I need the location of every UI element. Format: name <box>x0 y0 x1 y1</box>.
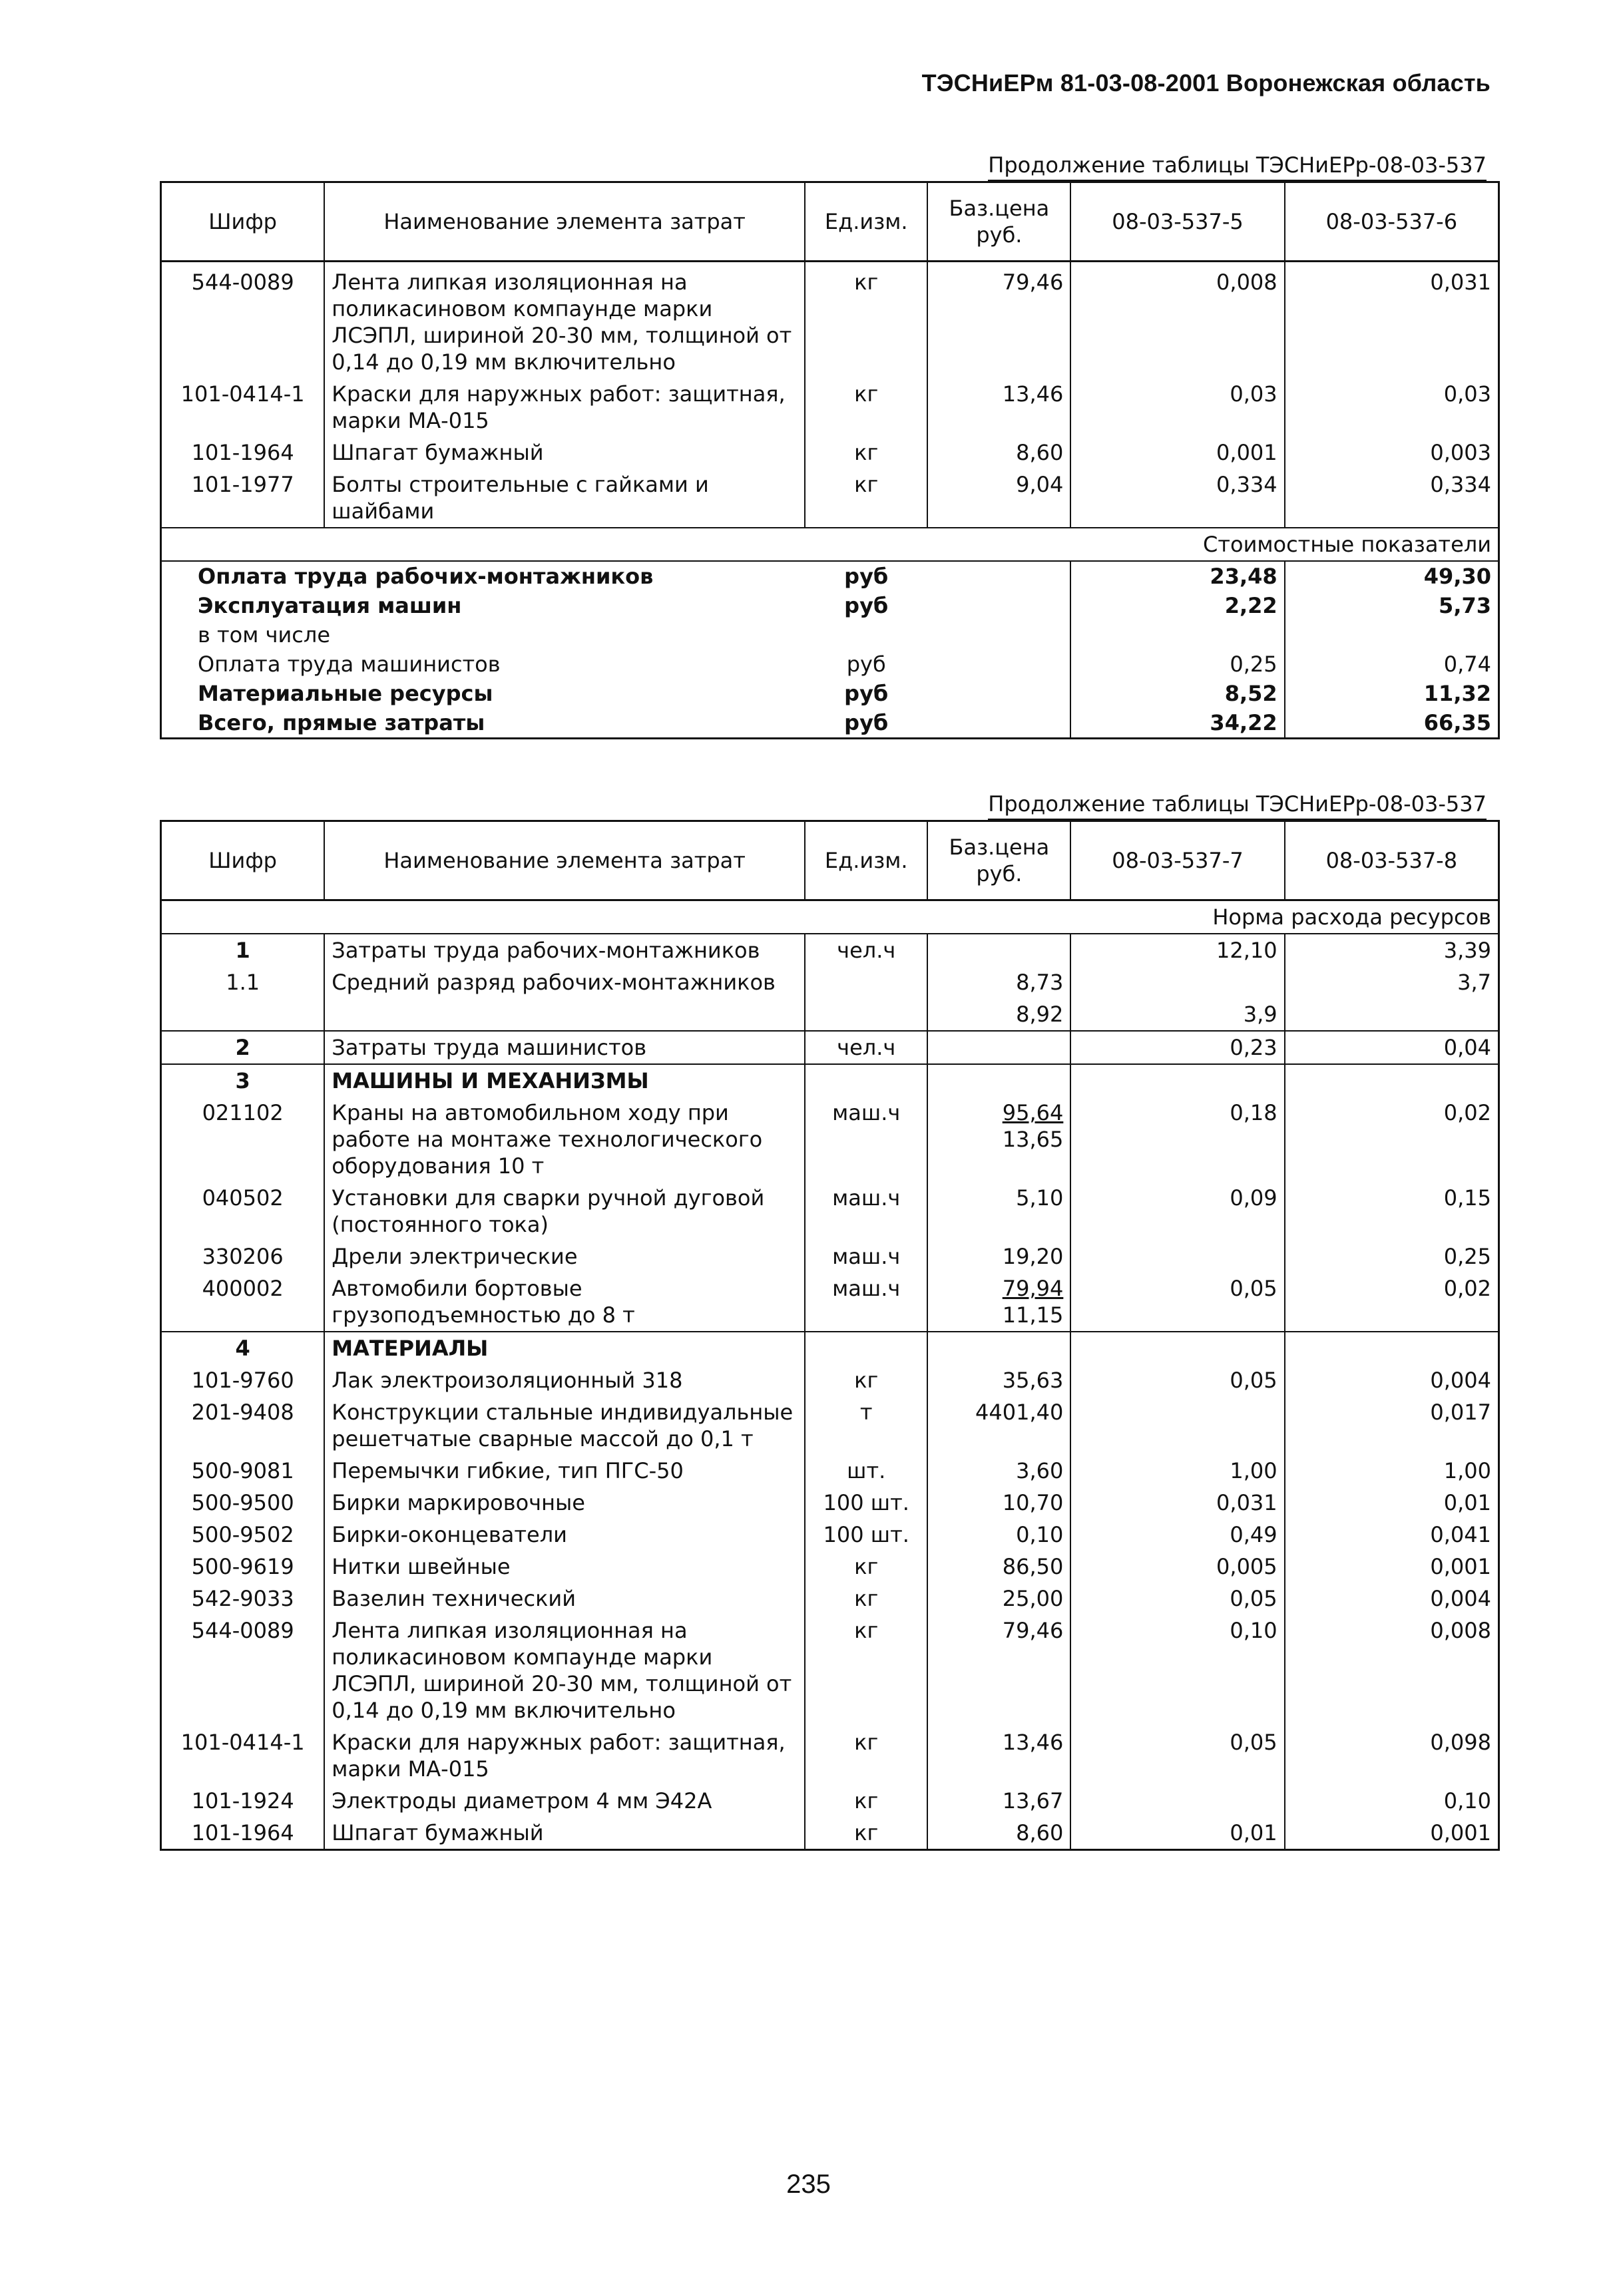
col-price-header: Баз.цена руб. <box>927 821 1070 900</box>
cell-code: 544-0089 <box>161 262 325 379</box>
empty <box>1070 1332 1284 1364</box>
cell-unit <box>805 998 927 1031</box>
cell-value-1: 0,05 <box>1070 1364 1284 1396</box>
price-value: 8,73 <box>1016 970 1064 995</box>
cell-value-2: 1,00 <box>1443 1458 1491 1483</box>
cell-code: 500-9500 <box>161 1487 325 1519</box>
resource-table-2 <box>160 820 1500 1851</box>
cell-unit: чел.ч <box>805 1031 927 1064</box>
cell-code: 400002 <box>161 1272 325 1332</box>
cell-unit: маш.ч <box>805 1097 927 1182</box>
norm-section-label: Норма расхода ресурсов <box>161 900 1499 934</box>
cost-label: в том числе <box>198 622 330 648</box>
price-value: 79,46 <box>1002 270 1064 295</box>
cell-value-1: 0,18 <box>1070 1097 1284 1182</box>
cell-name: Нитки швейные <box>324 1551 805 1583</box>
empty <box>805 1064 927 1097</box>
price-value: 0,10 <box>1016 1522 1064 1547</box>
cell-value-1 <box>1070 1241 1284 1272</box>
table-row <box>161 1272 1499 1332</box>
col-name-header: Наименование элемента затрат <box>324 821 805 900</box>
machines-section-row <box>161 1064 1499 1097</box>
cost-label: Оплата труда рабочих-монтажников <box>161 561 805 591</box>
cell-price <box>927 437 1070 469</box>
cost-label: Оплата труда машинистов <box>198 652 501 677</box>
cell-value-2: 3,39 <box>1285 934 1499 966</box>
col-code-header: Шифр <box>161 182 325 262</box>
cell-value-2: 0,003 <box>1430 440 1491 465</box>
cell-name: Краски для наружных работ: защитная, марки МА-015 <box>324 378 805 437</box>
cell-value-1: 0,01 <box>1070 1817 1284 1850</box>
cell-value-1: 0,05 <box>1070 1726 1284 1785</box>
cell-unit: чел.ч <box>805 934 927 966</box>
cell-unit: кг <box>805 1583 927 1615</box>
materials-section-row <box>161 1332 1499 1364</box>
cost-value-1: 2,22 <box>1070 591 1284 620</box>
cell-name: Краски для наружных работ: защитная, марки МА-015 <box>324 1726 805 1785</box>
col-unit-header: Ед.изм. <box>805 182 927 262</box>
cell-value-2: 0,01 <box>1443 1490 1491 1515</box>
cell-price <box>927 934 1070 966</box>
cell-name: Конструкции стальные индивидуальные решетчатые сварные массой до 0,1 т <box>324 1396 805 1455</box>
cell-unit: 100 шт. <box>805 1487 927 1519</box>
cell-price <box>927 1551 1070 1583</box>
cell-price <box>927 1615 1070 1726</box>
cell-value-2: 0,041 <box>1430 1522 1491 1547</box>
cell-price <box>927 378 1070 437</box>
cell-name: Перемычки гибкие, тип ПГС-50 <box>324 1455 805 1487</box>
cost-value-1: 0,25 <box>1070 650 1284 679</box>
page-title: ТЭСНиЕРм 81-03-08-2001 Воронежская область <box>921 69 1491 96</box>
cell-price <box>927 469 1070 528</box>
cell-value-2: 0,098 <box>1430 1730 1491 1755</box>
cell-code: 500-9619 <box>161 1551 325 1583</box>
cost-empty <box>927 650 1070 679</box>
cost-label: Эксплуатация машин <box>198 593 462 618</box>
cell-value-1 <box>1070 1785 1284 1817</box>
table-row <box>161 437 1499 469</box>
cell-value-2: 0,02 <box>1443 1100 1491 1125</box>
cell-code: 101-0414-1 <box>161 378 325 437</box>
cell-value-1 <box>1070 966 1284 998</box>
cell-name: Шпагат бумажный <box>324 437 805 469</box>
cell-price <box>927 262 1070 379</box>
price-value: 35,63 <box>1002 1368 1064 1393</box>
empty <box>927 1064 1070 1097</box>
cell-unit: кг <box>805 1785 927 1817</box>
col-537-8-header: 08-03-537-8 <box>1285 821 1499 900</box>
cost-empty <box>927 679 1070 708</box>
cell-unit: маш.ч <box>805 1272 927 1332</box>
cost-unit: руб <box>844 710 889 735</box>
cost-row <box>161 708 1499 739</box>
table-row <box>161 1241 1499 1272</box>
price-value: 5,10 <box>1016 1185 1064 1211</box>
cost-value-2 <box>1285 620 1499 650</box>
cell-unit: кг <box>805 469 927 528</box>
cell-unit: шт. <box>805 1455 927 1487</box>
table2-caption: Продолжение таблицы ТЭСНиЕРр-08-03-537 <box>988 791 1487 820</box>
cost-value-1: 34,22 <box>1070 708 1284 739</box>
table-row <box>161 1817 1499 1850</box>
cell-unit: кг <box>805 1364 927 1396</box>
cost-row <box>161 620 1499 650</box>
cell-value-2: 0,04 <box>1285 1031 1499 1064</box>
table-row <box>161 1097 1499 1182</box>
price-value: 86,50 <box>1002 1554 1064 1579</box>
cell-value-1: 0,05 <box>1070 1272 1284 1332</box>
cell-name: Лента липкая изоляционная на поликасиновом компаунде марки ЛСЭПЛ, шириной 20-30 мм, толщиной от 0,14 до 0,19 мм включительно <box>324 262 805 379</box>
cell-unit: кг <box>805 1817 927 1850</box>
price-value: 79,94 <box>1002 1276 1064 1301</box>
cost-label: Всего, прямые затраты <box>198 710 485 735</box>
table-row <box>161 1182 1499 1241</box>
cell-name: Лента липкая изоляционная на поликасиновом компаунде марки ЛСЭПЛ, шириной 20-30 мм, толщиной от 0,14 до 0,19 мм включительно <box>324 1615 805 1726</box>
col-537-7-header: 08-03-537-7 <box>1070 821 1284 900</box>
cell-value-1: 0,49 <box>1070 1519 1284 1551</box>
cell-price <box>927 1785 1070 1817</box>
cost-unit: руб <box>844 593 889 618</box>
price-value: 8,60 <box>1016 1820 1064 1845</box>
cell-unit: кг <box>805 1551 927 1583</box>
col-price-header: Баз.цена руб. <box>927 182 1070 262</box>
cost-row <box>161 679 1499 708</box>
price-value: 10,70 <box>1002 1490 1064 1515</box>
price-value: 13,46 <box>1002 381 1064 407</box>
price-value: 79,46 <box>1002 1618 1064 1643</box>
cell-value-2: 0,001 <box>1430 1554 1491 1579</box>
cell-code: 101-1964 <box>161 437 325 469</box>
cost-empty <box>927 708 1070 739</box>
cell-code: 1 <box>161 934 325 966</box>
cell-price <box>927 1519 1070 1551</box>
cost-empty <box>927 561 1070 591</box>
cell-value-1: 3,9 <box>1070 998 1284 1031</box>
empty <box>1285 1332 1499 1364</box>
cost-row <box>161 591 1499 620</box>
cell-value-1: 0,334 <box>1070 469 1284 528</box>
price-value-secondary: 13,65 <box>1002 1127 1064 1152</box>
cell-value-2: 0,334 <box>1430 472 1491 497</box>
cell-code: 101-0414-1 <box>161 1726 325 1785</box>
empty <box>805 1332 927 1364</box>
cell-name: Шпагат бумажный <box>324 1817 805 1850</box>
cost-value-1 <box>1070 620 1284 650</box>
cost-section-label: Стоимостные показатели <box>161 528 1499 561</box>
price-value: 8,60 <box>1016 440 1064 465</box>
cost-unit: руб <box>846 652 886 677</box>
cell-value-2: 0,008 <box>1430 1618 1491 1643</box>
table-row <box>161 262 1499 379</box>
cell-code: 542-9033 <box>161 1583 325 1615</box>
price-value: 13,46 <box>1002 1730 1064 1755</box>
cell-unit: кг <box>805 437 927 469</box>
table-row <box>161 469 1499 528</box>
table-row <box>161 998 1499 1031</box>
cell-unit: кг <box>805 1615 927 1726</box>
table-row <box>161 1726 1499 1785</box>
cell-value-1: 1,00 <box>1070 1455 1284 1487</box>
cell-price <box>927 998 1070 1031</box>
cell-value-1: 0,09 <box>1070 1182 1284 1241</box>
cost-value-2: 11,32 <box>1423 681 1491 706</box>
cell-value-2: 0,03 <box>1443 381 1491 407</box>
cell-unit <box>805 966 927 998</box>
cost-empty <box>927 591 1070 620</box>
cell-unit: т <box>805 1396 927 1455</box>
empty <box>1285 1064 1499 1097</box>
price-value-secondary: 11,15 <box>1002 1302 1064 1328</box>
cell-value-1: 0,23 <box>1070 1031 1284 1064</box>
section-title: МАШИНЫ И МЕХАНИЗМЫ <box>324 1064 805 1097</box>
table-row <box>161 1785 1499 1817</box>
cell-price <box>927 1726 1070 1785</box>
cost-section-row <box>161 528 1499 561</box>
empty <box>927 1332 1070 1364</box>
cell-name: Болты строительные с гайками и шайбами <box>324 469 805 528</box>
cost-value-2: 5,73 <box>1439 593 1491 618</box>
price-value: 3,60 <box>1016 1458 1064 1483</box>
cell-code: 101-9760 <box>161 1364 325 1396</box>
table1-caption: Продолжение таблицы ТЭСНиЕРр-08-03-537 <box>988 152 1487 181</box>
cell-value-1: 0,008 <box>1070 262 1284 379</box>
cost-unit <box>805 620 927 650</box>
cost-row <box>161 650 1499 679</box>
cell-name: Бирки-оконцеватели <box>324 1519 805 1551</box>
cell-unit: маш.ч <box>805 1182 927 1241</box>
price-value: 8,92 <box>1016 1002 1064 1027</box>
table-row <box>161 966 1499 998</box>
cell-value-2: 0,25 <box>1443 1244 1491 1269</box>
section-number: 3 <box>161 1064 325 1097</box>
cell-unit: кг <box>805 378 927 437</box>
col-unit-header: Ед.изм. <box>805 821 927 900</box>
cost-value-2: 49,30 <box>1285 561 1499 591</box>
cell-unit: кг <box>805 262 927 379</box>
col-name-header: Наименование элемента затрат <box>324 182 805 262</box>
cell-unit: маш.ч <box>805 1241 927 1272</box>
page-number: 235 <box>786 2170 831 2199</box>
table-row <box>161 1455 1499 1487</box>
table-row <box>161 1364 1499 1396</box>
cost-row <box>161 561 1499 591</box>
price-value: 25,00 <box>1002 1586 1064 1611</box>
cell-price <box>927 1817 1070 1850</box>
cell-code: 101-1924 <box>161 1785 325 1817</box>
price-value: 4401,40 <box>975 1400 1064 1425</box>
cell-value-1 <box>1070 1396 1284 1455</box>
cell-code: 040502 <box>161 1182 325 1241</box>
cell-value-1: 0,05 <box>1070 1583 1284 1615</box>
cell-price <box>927 966 1070 998</box>
cell-unit: кг <box>805 1726 927 1785</box>
cell-code: 500-9502 <box>161 1519 325 1551</box>
table-row <box>161 1396 1499 1455</box>
cell-value-1: 0,005 <box>1070 1551 1284 1583</box>
cell-code: 330206 <box>161 1241 325 1272</box>
cost-unit: руб <box>844 681 889 706</box>
cell-name: Лак электроизоляционный 318 <box>324 1364 805 1396</box>
cell-name: Средний разряд рабочих-монтажников <box>324 966 805 998</box>
cell-code: 201-9408 <box>161 1396 325 1455</box>
table-row <box>161 1583 1499 1615</box>
cell-name: Установки для сварки ручной дуговой (постоянного тока) <box>324 1182 805 1241</box>
cell-code: 500-9081 <box>161 1455 325 1487</box>
cost-empty <box>927 620 1070 650</box>
cell-price <box>927 1272 1070 1332</box>
cell-value-1: 0,03 <box>1070 378 1284 437</box>
cell-price <box>927 1364 1070 1396</box>
norm-section-row <box>161 900 1499 934</box>
cell-value-2: 0,031 <box>1430 270 1491 295</box>
empty <box>1070 1064 1284 1097</box>
cell-value-2: 0,004 <box>1430 1586 1491 1611</box>
table-row <box>161 1031 1499 1064</box>
table-row <box>161 378 1499 437</box>
cell-code <box>161 998 325 1031</box>
table-row <box>161 1551 1499 1583</box>
cell-value-2: 0,001 <box>1430 1820 1491 1845</box>
price-value: 19,20 <box>1002 1244 1064 1269</box>
cell-code: 2 <box>161 1031 325 1064</box>
col-code-header: Шифр <box>161 821 325 900</box>
cell-name: Краны на автомобильном ходу при работе на монтаже технологического оборудования 10 т <box>324 1097 805 1182</box>
table-row <box>161 934 1499 966</box>
cell-code: 1.1 <box>161 966 325 998</box>
cell-value-2: 0,004 <box>1430 1368 1491 1393</box>
cell-price <box>927 1396 1070 1455</box>
price-value: 95,64 <box>1002 1100 1064 1125</box>
cost-label: Материальные ресурсы <box>198 681 493 706</box>
col-537-5-header: 08-03-537-5 <box>1070 182 1284 262</box>
cell-price <box>927 1031 1070 1064</box>
table-row <box>161 1615 1499 1726</box>
cell-code: 544-0089 <box>161 1615 325 1726</box>
cell-name: Вазелин технический <box>324 1583 805 1615</box>
cell-code: 101-1964 <box>161 1817 325 1850</box>
cost-value-2: 0,74 <box>1443 652 1491 677</box>
cell-price <box>927 1455 1070 1487</box>
cell-price <box>927 1182 1070 1241</box>
cell-code: 021102 <box>161 1097 325 1182</box>
cell-name: Затраты труда рабочих-монтажников <box>324 934 805 966</box>
table-row <box>161 1519 1499 1551</box>
cell-name: Дрели электрические <box>324 1241 805 1272</box>
cell-price <box>927 1487 1070 1519</box>
cell-value-1: 0,001 <box>1070 437 1284 469</box>
cell-name <box>324 998 805 1031</box>
cost-value-1: 23,48 <box>1070 561 1284 591</box>
section-number: 4 <box>161 1332 325 1364</box>
cell-code: 101-1977 <box>161 469 325 528</box>
cell-value-2 <box>1285 998 1499 1031</box>
price-value: 9,04 <box>1016 472 1064 497</box>
cell-value-1: 12,10 <box>1070 934 1284 966</box>
cell-price <box>927 1583 1070 1615</box>
cell-value-1: 0,10 <box>1070 1615 1284 1726</box>
col-537-6-header: 08-03-537-6 <box>1285 182 1499 262</box>
section-title: МАТЕРИАЛЫ <box>324 1332 805 1364</box>
cost-value-2: 66,35 <box>1423 710 1491 735</box>
cost-unit: руб <box>805 561 927 591</box>
cell-value-2: 3,7 <box>1457 970 1491 995</box>
cost-value-1: 8,52 <box>1070 679 1284 708</box>
cell-name: Бирки маркировочные <box>324 1487 805 1519</box>
cell-name: Автомобили бортовые грузоподъемностью до 8 т <box>324 1272 805 1332</box>
table-row <box>161 1487 1499 1519</box>
cell-price <box>927 1097 1070 1182</box>
cell-price <box>927 1241 1070 1272</box>
price-value: 13,67 <box>1002 1788 1064 1814</box>
cell-value-2: 0,10 <box>1443 1788 1491 1814</box>
cell-value-2: 0,017 <box>1430 1400 1491 1425</box>
resource-table-1 <box>160 181 1500 739</box>
cell-value-2: 0,15 <box>1443 1185 1491 1211</box>
cell-unit: 100 шт. <box>805 1519 927 1551</box>
cell-value-1: 0,031 <box>1070 1487 1284 1519</box>
cell-name: Затраты труда машинистов <box>324 1031 805 1064</box>
cell-name: Электроды диаметром 4 мм Э42А <box>324 1785 805 1817</box>
cell-value-2: 0,02 <box>1443 1276 1491 1301</box>
